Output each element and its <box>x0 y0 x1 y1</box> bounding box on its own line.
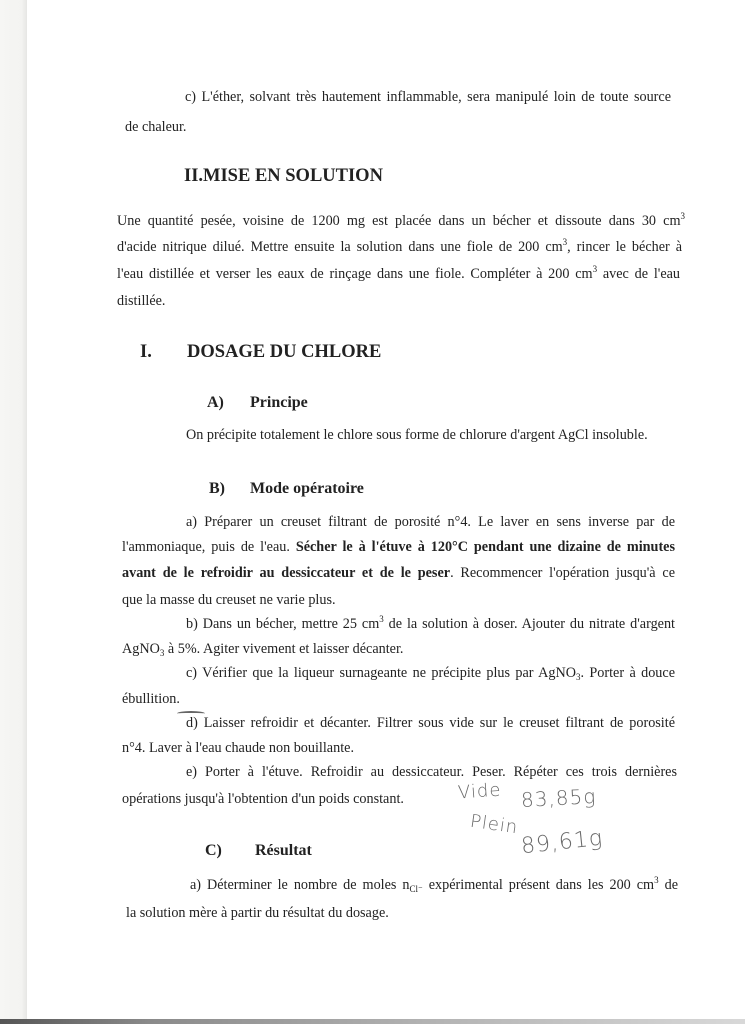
subsection-a-number: A) <box>207 394 224 411</box>
step-c-line1 <box>186 664 675 682</box>
text: AgNO <box>122 641 160 657</box>
text: à 5%. Agiter vivement et laisser décanter. <box>164 641 404 657</box>
text: . Porter à douce <box>580 665 675 681</box>
step-a-line1: a) Préparer un creuset filtrant de porosité n°4. Le laver en sens inverse par de <box>186 514 675 530</box>
step-d-line1: d) Laisser refroidir et décanter. Filtrer sous vide sur le creuset filtrant de porosité <box>186 715 675 731</box>
section-ii-para-line1 <box>117 212 685 230</box>
section-ii-para-line3 <box>117 265 680 283</box>
subscript: 3 <box>159 648 165 658</box>
superscript: 3 <box>654 875 659 885</box>
handwritten-plein-value: 89,61g <box>519 825 605 860</box>
section-ii-para-line4: distillée. <box>117 293 166 309</box>
subsection-b-heading <box>209 480 364 498</box>
paragraph-c-line2: de chaleur. <box>125 119 187 135</box>
step-a-line3 <box>122 564 675 582</box>
step-a-line2 <box>122 538 675 556</box>
text: a) Déterminer le nombre de moles <box>190 877 403 893</box>
step-c-line2: ébullition. <box>122 691 180 707</box>
text: . Recommencer l'opération jusqu'à ce <box>450 565 675 581</box>
section-ii-title: II.MISE EN SOLUTION <box>184 166 383 186</box>
bold-text: avant de le refroidir au dessiccateur et de le peser <box>122 565 451 581</box>
paragraph-c-line1: c) L'éther, solvant très hautement inflammable, sera manipulé loin de toute source <box>185 89 671 105</box>
handwritten-vide-value: 83,85g <box>520 784 597 812</box>
text: , rincer le bécher à <box>567 239 683 255</box>
step-d-line2: n°4. Laver à l'eau chaude non bouillante. <box>122 740 354 756</box>
subsection-a-heading <box>207 394 308 412</box>
section-i-number: I. <box>140 342 152 362</box>
step-e-line2: opérations jusqu'à l'obtention d'un poids constant. <box>122 791 404 807</box>
subsection-c-number: C) <box>205 842 222 859</box>
text: Une quantité pesée, voisine de 1200 mg est placée dans un bécher et dissoute dans 30 cm <box>117 213 681 229</box>
step-b-line1 <box>186 615 675 633</box>
text: d'acide nitrique dilué. Mettre ensuite la solution dans une fiole de 200 cm <box>117 239 563 255</box>
text: l'ammoniaque, puis de l'eau. <box>122 539 296 555</box>
handwritten-vide-label: Vide <box>457 779 503 804</box>
superscript: 3 <box>379 614 384 624</box>
scan-gutter <box>0 0 27 1024</box>
result-a-line1 <box>190 876 678 894</box>
formula-n: n <box>402 877 410 893</box>
text: de la solution à doser. Ajouter du nitrate d'argent <box>383 616 675 632</box>
text: de <box>658 877 678 893</box>
bold-text: Sécher le à l'étuve à 120°C pendant une dizaine de minutes <box>295 539 675 555</box>
result-a-line2: la solution mère à partir du résultat du dosage. <box>126 905 389 921</box>
step-a-line4: que la masse du creuset ne varie plus. <box>122 592 336 608</box>
text: expérimental présent dans les 200 cm <box>422 877 655 893</box>
subsection-b-number: B) <box>209 480 225 497</box>
subscript: Cl⁻ <box>409 884 423 894</box>
step-b-line2 <box>122 640 403 658</box>
text: avec de l'eau <box>597 266 681 282</box>
superscript: 3 <box>562 237 568 247</box>
subsection-c-heading <box>205 842 312 860</box>
step-e-line1: e) Porter à l'étuve. Refroidir au dessiccateur. Peser. Répéter ces trois dernières <box>186 764 677 780</box>
subsection-a-title: Principe <box>250 394 308 411</box>
principe-text: On précipite totalement le chlore sous forme de chlorure d'argent AgCl insoluble. <box>186 427 648 443</box>
section-i-title: DOSAGE DU CHLORE <box>187 342 382 362</box>
text: b) Dans un bécher, mettre 25 cm <box>186 616 380 632</box>
section-i-heading <box>140 342 381 363</box>
subsection-c-title: Résultat <box>255 842 312 859</box>
subsection-b-title: Mode opératoire <box>250 480 364 497</box>
text: l'eau distillée et verser les eaux de rinçage dans une fiole. Compléter à 200 cm <box>117 266 593 282</box>
superscript: 3 <box>592 264 598 274</box>
handwritten-plein-label: Plein <box>468 810 520 839</box>
superscript: 3 <box>680 211 685 221</box>
text: c) Vérifier que la liqueur surnageante ne précipite plus par AgNO <box>186 665 576 681</box>
scan-bottom-edge <box>0 1019 745 1024</box>
subscript: 3 <box>575 672 581 682</box>
section-ii-para-line2 <box>117 238 682 256</box>
